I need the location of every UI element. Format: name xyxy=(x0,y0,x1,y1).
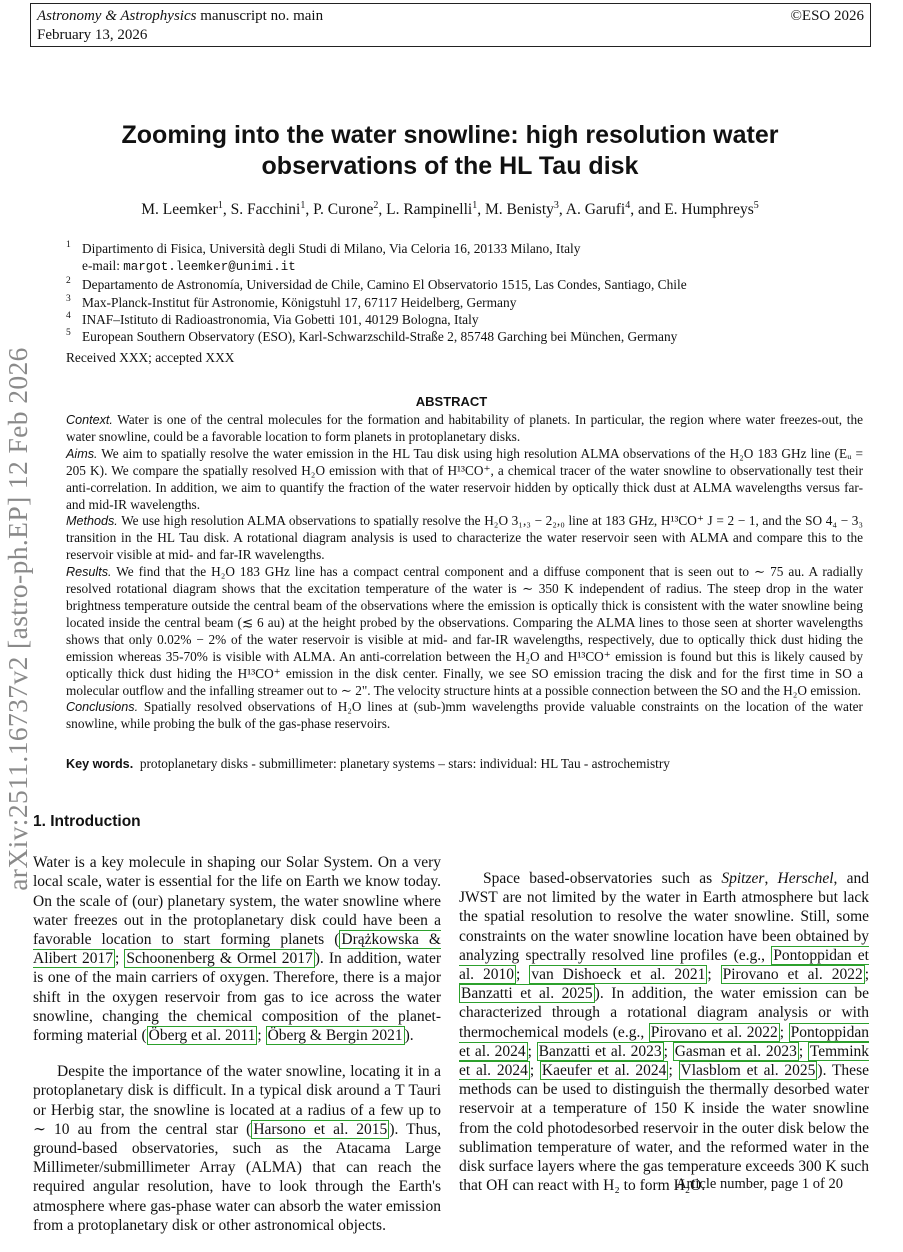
author: S. Facchini xyxy=(230,201,301,219)
arxiv-id: arXiv:2511.16737v2 [astro-ph.EP] 12 Feb 2026 xyxy=(2,347,33,891)
citation-link[interactable]: Vlasblom et al. 2025 xyxy=(680,1062,816,1080)
page-footer: Article number, page 1 of 20 xyxy=(676,1176,843,1192)
keywords-label: Key words. xyxy=(66,757,134,771)
header-date: February 13, 2026 xyxy=(37,27,148,43)
author: M. Benisty xyxy=(484,201,554,219)
citation-link[interactable]: van Dishoeck et al. 2021 xyxy=(531,966,706,984)
manuscript-label: manuscript no. main xyxy=(196,8,324,24)
author-and: and xyxy=(637,201,661,219)
methods-label: Methods. xyxy=(66,514,118,529)
abstract-methods xyxy=(66,513,863,564)
citation-link[interactable]: Gasman et al. 2023 xyxy=(674,1042,797,1060)
author-aff: 1 xyxy=(472,200,478,211)
keywords xyxy=(66,756,863,772)
affiliation-list xyxy=(66,240,846,345)
received-line: Received XXX; accepted XXX xyxy=(66,350,235,365)
citation-link[interactable]: Pirovano et al. 2022 xyxy=(650,1023,778,1041)
text-run: ). These methods can be used to distinguish the thermally desorbed water reservoir at a temperature of 150 K inside the water snowline from the cold photodesorbed reservoir in the outer disk below the sublimation temperature of water, and the reformed water in the disk surface layers where the gas temperature exceeds 300 K such that OH can react with H₂ to form H₂O. xyxy=(459,1062,869,1195)
citation-link[interactable]: Öberg et al. 2011 xyxy=(148,1027,256,1045)
citation-link[interactable]: Drążkowska & Alibert 2017 xyxy=(33,931,441,968)
affiliation-1: 1 Dipartimento di Fisica, Università degli Studi di Milano, Via Celoria 16, 20133 Milano, Italy e-mail: margot.leemker@unimi.it xyxy=(66,240,581,275)
intro-paragraph-3: Space based-observatories such as Spitzer, Herschel, and JWST are not limited by the water in Earth atmosphere but lack the spatial resolution to resolve the water snowline. Still, some constraints on the water snowline location have been obtained by analyzing spectrally resolved line profiles (e.g., Pontoppidan et al. 2010 ; van Dishoeck et al. 2021 ; Pirovano et al. 2022 ; Banzatti et al. 2025 ). In addition, the water emission can be characterized through a rotational diagram analysis or with thermochemical models (e.g., Pirovano et al. 2022 ; Pontoppidan et al. 2024 ; Banzatti et al. 2023 ; Gasman et al. 2023 ; Temmink et al. 2024 ; Kaeufer et al. 2024 ; Vlasblom et al. 2025 ). These methods can be used to distinguish the thermally desorbed water reservoir at a temperature of 150 K inside the water snowline from the cold photodesorbed reservoir in the outer disk below the sublimation temperature of water, and the reformed water in the disk surface layers where the gas temperature exceeds 300 K such that OH can react with H₂ to form H₂O. xyxy=(459,870,870,1195)
author: M. Leemker xyxy=(141,201,218,219)
affiliation-text: Departamento de Astronomía, Universidad de Chile, Camino El Observatorio 1515, Las Condes, Santiago, Chile xyxy=(82,277,687,293)
section-heading: 1. Introduction xyxy=(33,813,141,830)
text-run: Despite the importance of the water snowline, locating it in a protoplanetary disk is difficult. In a typical disk around a T Tauri or Herbig star, the snowline is located at a radius of a few up to ∼ 10 au from the central star ( xyxy=(33,1063,441,1138)
spitzer-name: Spitzer xyxy=(721,870,765,887)
aims-text: We aim to spatially resolve the water emission in the HL Tau disk using high resolution ALMA observations of the H₂O 183 GHz line (Eᵤ = 205 K). We compare the spatially resolved H₂O emission with that of H¹³CO⁺, a chemical tracer of the water snowline to observationally test their anti-correlation. In addition, we aim to quantify the fraction of the water reservoir hidden by optically thick dust at ALMA wavelengths versus far- and mid-IR wavelengths. xyxy=(66,445,863,512)
title-line-1: Zooming into the water snowline: high resolution water xyxy=(121,121,779,149)
results-label: Results. xyxy=(66,565,112,580)
results-text: We find that the H₂O 183 GHz line has a compact central component and a diffuse component that is seen out to ∼ 75 au. A radially resolved rotational diagram shows that the excitation temperature of the water is ∼ 350 K independent of radius. The steep drop in the water brightness temperature outside the central beam of the observations where the emission is optically thick is consistent with the water snowline being located inside the central beam (≲ 6 au) at the height probed by the observations. Comparing the ALMA lines to those seen at shorter wavelengths shows that only 0.02% − 2% of the water reservoir is visible at mid- and far-IR wavelengths, respectively, due to optically thick dust hiding the emission whereas 35-70% is visible with ALMA. An anti-correlation between the H₂O and H¹³CO⁺ emission is found but this is likely caused by optically thick dust hiding the H¹³CO⁺ emission in the disk center. Finally, we see SO emission tracing the disk and for the first time in SO a molecular outflow and the infalling streamer out to ∼ 2". The velocity structure hints at a possible connection between the SO and the H₂O emission. xyxy=(66,564,863,698)
affiliation-text: Dipartimento di Fisica, Università degli Studi di Milano, Via Celoria 16, 20133 Milano, Italy xyxy=(82,241,581,256)
citation-link[interactable]: Kaeufer et al. 2024 xyxy=(541,1062,667,1080)
text-run: ). In addition, the water emission can be characterized through a rotational diagram analysis or with thermochemical models (e.g., xyxy=(459,985,869,1041)
conclusions-label: Conclusions. xyxy=(66,700,139,715)
text-run: JWST are not limited by the water in Earth atmosphere but lack the spatial resolution to resolve the water snowline. Still, some constraints on the water snowline location have been obtained by analyzing spectrally resolved line profiles (e.g., xyxy=(459,889,869,964)
author-aff: 3 xyxy=(553,200,559,211)
intro-paragraph-2 xyxy=(33,1062,441,1235)
text-run: Space based-observatories such as xyxy=(483,870,722,887)
text-run: ). xyxy=(404,1027,414,1045)
abstract-body xyxy=(66,412,863,733)
author-aff: 5 xyxy=(753,200,759,211)
citation-link[interactable]: Banzatti et al. 2025 xyxy=(461,985,593,1003)
abstract-conclusions xyxy=(66,699,863,733)
email-label: e-mail: xyxy=(82,258,124,274)
affiliation-2: 2 Departamento de Astronomía, Universidad de Chile, Camino El Observatorio 1515, Las Condes, Santiago, Chile xyxy=(66,276,687,293)
herschel-name: Herschel xyxy=(777,870,834,887)
citation-link[interactable]: Temmink et al. 2024 xyxy=(459,1042,870,1080)
context-label: Context. xyxy=(66,413,113,427)
email-link[interactable]: margot.leemker@unimi.it xyxy=(123,260,296,275)
abstract-aims xyxy=(66,446,863,514)
author-list: M. Leemker$^1$, S. Facchini$^1$, P. Curone$^2$, L. Rampinelli$^1$, M. Benisty$^3$, A. Garufi$^4$, and E. Humphreys$^5$ xyxy=(141,200,759,219)
affiliation-text: Max-Planck-Institut für Astronomie, Königstuhl 17, 67117 Heidelberg, Germany xyxy=(82,294,517,310)
author: P. Curone xyxy=(313,201,374,219)
affiliation-4: 4 INAF–Istituto di Radioastronomia, Via Gobetti 101, 40129 Bologna, Italy xyxy=(66,310,479,327)
paper-title xyxy=(80,120,820,182)
abstract-context xyxy=(66,412,863,446)
journal-header xyxy=(30,3,871,47)
author-aff: 4 xyxy=(625,200,631,211)
affiliation-text: European Southern Observatory (ESO), Karl-Schwarzschild-Straße 2, 85748 Garching bei München, Germany xyxy=(82,329,678,345)
author-aff: 2 xyxy=(373,200,379,211)
text-run: ). In addition, water is one of the main carriers of oxygen. Therefore, there is a major shift in the oxygen reservoir from gas to ice across the water snowline, changing the chemical composition of the planet-forming material ( xyxy=(33,950,442,1045)
author-aff: 1 xyxy=(217,200,223,211)
title-line-2: observations of the HL Tau disk xyxy=(261,152,639,180)
citation-link[interactable]: Pontoppidan et al. 2010 xyxy=(459,946,869,984)
column-right xyxy=(459,803,869,1212)
text-run: ). Thus, ground-based observatories, such as the Atacama Large Millimeter/submillimeter Array (ALMA) that can reach the required angular resolution, have to look through the Earth's atmosphere where gas-phase water can absorb the water emission from a protoplanetary disk or other astronomical objects. xyxy=(33,1120,442,1234)
citation-link[interactable]: Schoonenberg & Ormel 2017 xyxy=(126,950,313,968)
conclusions-text: Spatially resolved observations of H₂O lines at (sub-)mm wavelengths provide valuable constraints on the location of the water snowline, while probing the bulk of the gas-phase reservoirs. xyxy=(66,699,863,732)
abstract-heading: ABSTRACT xyxy=(415,394,488,409)
column-left xyxy=(33,812,441,1252)
arxiv-sidebar xyxy=(3,292,33,947)
author: L. Rampinelli xyxy=(386,201,473,219)
methods-text: We use high resolution ALMA observations to spatially resolve the H₂O 3₁,₃ − 2₂,₀ line at 183 GHz, H¹³CO⁺ J = 2 − 1, and the SO 4₄ − 3₃ transition in the HL Tau disk. A rotational diagram analysis is used to characterize the water reservoir seen with ALMA and compare this to the reservoir visible at mid- and far-IR wavelengths. xyxy=(66,513,863,563)
copyright: ©ESO 2026 xyxy=(790,8,864,24)
author: A. Garufi xyxy=(565,201,626,219)
citation-link[interactable]: Harsono et al. 2015 xyxy=(253,1120,388,1138)
affiliation-text: INAF–Istituto di Radioastronomia, Via Gobetti 101, 40129 Bologna, Italy xyxy=(82,311,479,327)
abstract-results xyxy=(66,564,863,699)
citation-link[interactable]: Banzatti et al. 2023 xyxy=(538,1042,662,1060)
affiliation-5: 5 European Southern Observatory (ESO), Karl-Schwarzschild-Straße 2, 85748 Garching bei München, Germany xyxy=(66,328,678,345)
keywords-text: protoplanetary disks - submillimeter: planetary systems – stars: individual: HL Tau - astrochemistry xyxy=(139,756,670,771)
context-text: Water is one of the central molecules for the formation and habitability of planets. In particular, the region where water freezes-out, the water snowline, could be a favorable location to form planets in protoplanetary disks. xyxy=(66,412,863,444)
citation-link[interactable]: Öberg & Bergin 2021 xyxy=(267,1027,403,1045)
aims-label: Aims. xyxy=(66,446,98,461)
author-aff: 1 xyxy=(300,200,306,211)
header-left xyxy=(37,7,323,45)
journal-name: Astronomy & Astrophysics xyxy=(37,8,197,24)
author: E. Humphreys xyxy=(664,201,754,219)
text-run: Water is a key molecule in shaping our Solar System. On a very local scale, water is essential for the life on Earth we know today. On the scale of (our) planetary system, the water snowline where water freezes out in the protoplanetary disk could have been a favorable location to start forming planets ( xyxy=(33,854,441,949)
citation-link[interactable]: Pirovano et al. 2022 xyxy=(722,966,863,984)
citation-link[interactable]: Pontoppidan et al. 2024 xyxy=(459,1023,869,1060)
intro-paragraph-1: Water is a key molecule in shaping our Solar System. On a very local scale, water is essential for the life on Earth we know today. On the scale of (our) planetary system, the water snowline where water freezes out in the protoplanetary disk could have been a favorable location to start forming planets ( Drążkowska & Alibert 2017 ; Schoonenberg & Ormel 2017 ). In addition, water is one of the main carriers of oxygen. Therefore, there is a major shift in the oxygen reservoir from gas to ice across the water snowline, changing the chemical composition of the planet-forming material ( Öberg et al. 2011 ; Öberg & Bergin 2021 ). xyxy=(33,854,442,1045)
affiliation-3: 3 Max-Planck-Institut für Astronomie, Königstuhl 17, 67117 Heidelberg, Germany xyxy=(66,293,517,310)
